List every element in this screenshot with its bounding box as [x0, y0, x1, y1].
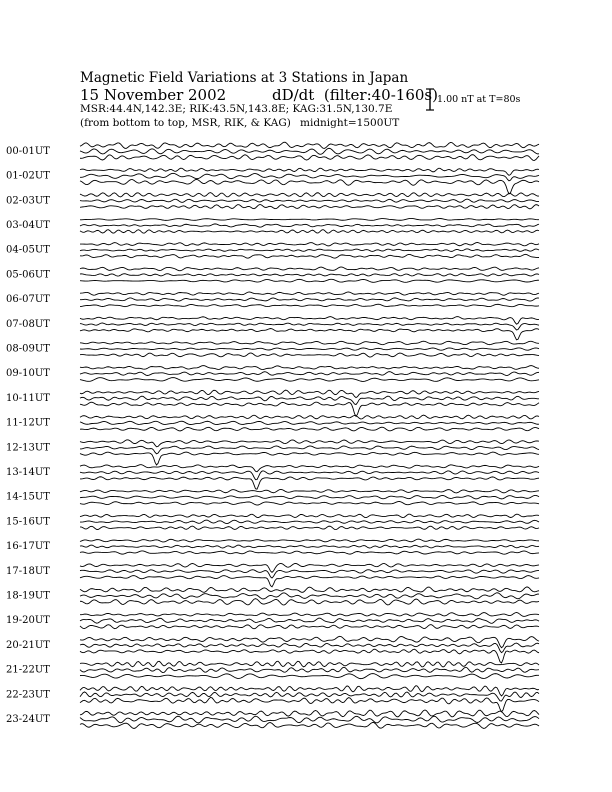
row-label-14-15UT: 14-15UT: [6, 491, 50, 503]
row-label-08-09UT: 08-09UT: [6, 343, 50, 355]
row-label-03-04UT: 03-04UT: [6, 219, 50, 231]
trace-KAG-05-06UT: [80, 279, 539, 282]
row-label-00-01UT: 00-01UT: [6, 145, 50, 157]
row-label-02-03UT: 02-03UT: [6, 195, 50, 207]
trace-MSR-23-24UT: [80, 710, 539, 717]
row-label-15-16UT: 15-16UT: [6, 516, 50, 528]
row-label-21-22UT: 21-22UT: [6, 664, 50, 676]
trace-KAG-03-04UT: [80, 230, 539, 234]
trace-RIK-04-05UT: [80, 249, 539, 252]
trace-KAG-02-03UT: [80, 204, 539, 208]
trace-MSR-02-03UT: [80, 193, 539, 197]
trace-MSR-10-11UT: [80, 390, 539, 397]
row-label-11-12UT: 11-12UT: [6, 417, 50, 429]
row-label-01-02UT: 01-02UT: [6, 170, 50, 182]
trace-KAG-04-05UT: [80, 254, 539, 258]
trace-KAG-19-20UT: [80, 625, 539, 629]
trace-MSR-01-02UT: [80, 168, 539, 175]
stations-line: MSR:44.4N,142.3E; RIK:43.5N,143.8E; KAG:31.5N,130.7E: [80, 103, 393, 115]
trace-RIK-11-12UT: [80, 421, 539, 424]
row-label-13-14UT: 13-14UT: [6, 466, 50, 478]
trace-RIK-02-03UT: [80, 199, 539, 202]
trace-MSR-05-06UT: [80, 267, 539, 271]
trace-KAG-01-02UT: [80, 179, 539, 193]
trace-KAG-11-12UT: [80, 427, 539, 431]
trace-RIK-22-23UT: [80, 692, 539, 701]
trace-MSR-21-22UT: [80, 661, 539, 667]
row-label-20-21UT: 20-21UT: [6, 639, 50, 651]
trace-MSR-13-14UT: [80, 465, 539, 472]
trace-MSR-16-17UT: [80, 539, 539, 542]
trace-RIK-20-21UT: [80, 643, 539, 653]
trace-MSR-15-16UT: [80, 514, 539, 517]
trace-KAG-12-13UT: [80, 452, 539, 465]
row-label-23-24UT: 23-24UT: [6, 713, 50, 725]
trace-MSR-03-04UT: [80, 218, 539, 220]
trace-KAG-21-22UT: [80, 674, 539, 679]
row-label-04-05UT: 04-05UT: [6, 244, 50, 256]
chart-title: Magnetic Field Variations at 3 Stations in Japan: [80, 70, 409, 86]
filter-label: (filter:40-160s): [323, 86, 438, 104]
row-label-07-08UT: 07-08UT: [6, 318, 50, 330]
trace-KAG-15-16UT: [80, 526, 539, 529]
row-label-10-11UT: 10-11UT: [6, 392, 50, 404]
trace-KAG-23-24UT: [80, 722, 539, 728]
trace-RIK-21-22UT: [80, 667, 539, 672]
trace-RIK-09-10UT: [80, 372, 539, 376]
trace-MSR-11-12UT: [80, 415, 539, 419]
row-label-16-17UT: 16-17UT: [6, 541, 50, 553]
trace-MSR-00-01UT: [80, 142, 539, 148]
trace-RIK-18-19UT: [80, 593, 539, 599]
row-label-05-06UT: 05-06UT: [6, 269, 50, 281]
trace-KAG-20-21UT: [80, 649, 539, 663]
row-label-09-10UT: 09-10UT: [6, 368, 50, 380]
trace-KAG-14-15UT: [80, 501, 539, 505]
row-label-22-23UT: 22-23UT: [6, 689, 50, 701]
trace-KAG-16-17UT: [80, 551, 539, 554]
trace-RIK-00-01UT: [80, 148, 539, 154]
trace-KAG-07-08UT: [80, 329, 539, 340]
row-label-12-13UT: 12-13UT: [6, 442, 50, 454]
trace-MSR-04-05UT: [80, 243, 539, 246]
trace-MSR-08-09UT: [80, 341, 539, 344]
trace-MSR-09-10UT: [80, 366, 539, 370]
quantity-label: dD/dt: [272, 86, 315, 104]
trace-RIK-16-17UT: [80, 545, 539, 548]
trace-KAG-18-19UT: [80, 599, 539, 605]
trace-MSR-17-18UT: [80, 563, 539, 572]
row-label-17-18UT: 17-18UT: [6, 565, 50, 577]
trace-RIK-23-24UT: [80, 716, 539, 723]
row-label-06-07UT: 06-07UT: [6, 294, 50, 306]
trace-MSR-19-20UT: [80, 612, 539, 616]
trace-RIK-14-15UT: [80, 495, 539, 498]
scale-label: 1.00 nT at T=80s: [437, 94, 521, 105]
trace-RIK-01-02UT: [80, 173, 539, 181]
order-note: (from bottom to top, MSR, RIK, & KAG): [80, 117, 291, 129]
trace-KAG-09-10UT: [80, 378, 539, 382]
trace-KAG-08-09UT: [80, 353, 539, 357]
row-label-19-20UT: 19-20UT: [6, 615, 50, 627]
midnight-note: midnight=1500UT: [300, 117, 400, 129]
trace-RIK-03-04UT: [80, 224, 539, 227]
trace-RIK-06-07UT: [80, 298, 539, 301]
trace-RIK-15-16UT: [80, 520, 539, 524]
row-label-18-19UT: 18-19UT: [6, 590, 50, 602]
trace-KAG-13-14UT: [80, 477, 539, 489]
trace-KAG-06-07UT: [80, 304, 539, 307]
trace-RIK-08-09UT: [80, 348, 539, 350]
trace-MSR-14-15UT: [80, 489, 539, 492]
trace-MSR-18-19UT: [80, 587, 539, 592]
chart-date: 15 November 2002: [80, 86, 227, 104]
trace-RIK-05-06UT: [80, 274, 539, 276]
trace-KAG-17-18UT: [80, 576, 539, 587]
trace-KAG-00-01UT: [80, 155, 539, 161]
trace-KAG-10-11UT: [80, 402, 539, 416]
trace-MSR-06-07UT: [80, 292, 539, 295]
trace-RIK-19-20UT: [80, 618, 539, 623]
trace-KAG-22-23UT: [80, 697, 539, 711]
